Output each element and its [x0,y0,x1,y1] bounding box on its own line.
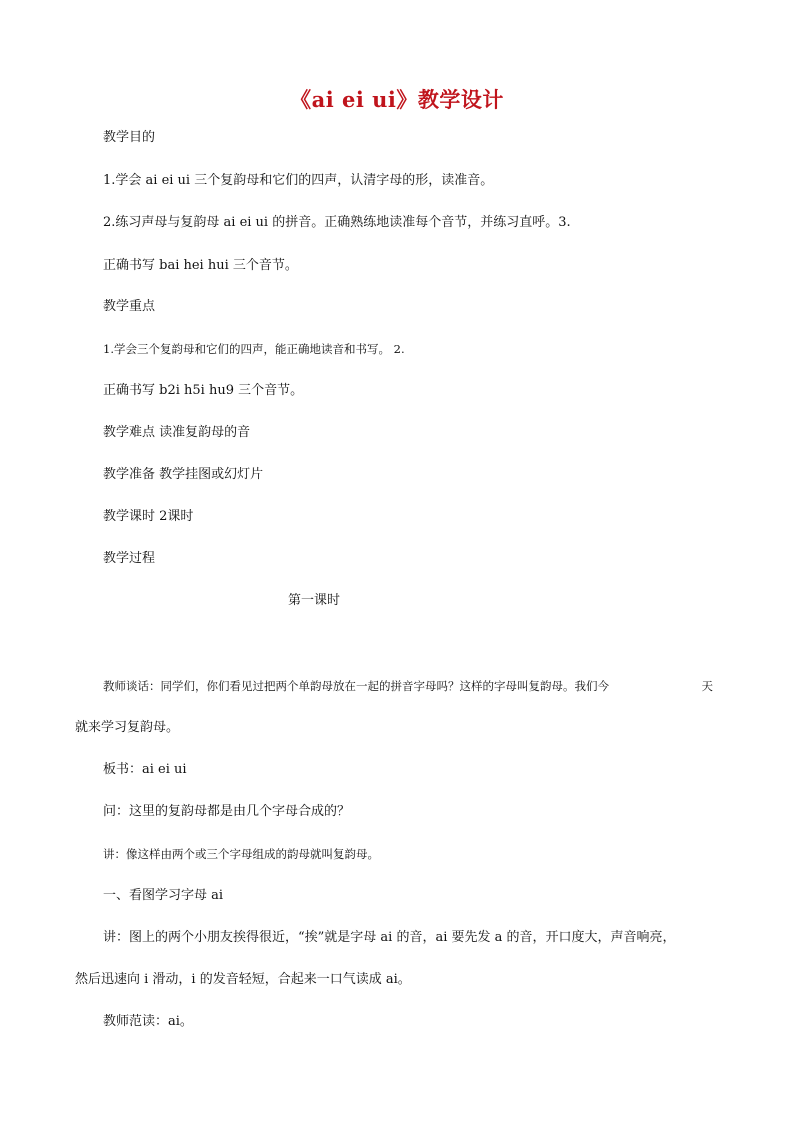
teacher-demo-reading: 教师范读：ai。 [103,1014,193,1029]
preparation-line: 教学准备 教学挂图或幻灯片 [103,467,264,482]
section-heading-ai: 一、看图学习字母 ai [103,888,224,903]
teacher-talk-continuation: 就来学习复韵母。 [75,720,180,735]
board-writing: 板书：ai ei ui [103,762,187,777]
objective-2: 2.练习声母与复韵母 ai ei ui 的拼音。正确熟练地读准每个音节，并练习直呼。3. [103,215,571,230]
section-heading-keypoints: 教学重点 [103,299,156,314]
keypoint-2: 正确书写 b2i h5i hu9 三个音节。 [103,383,304,398]
explanation-line: 讲：像这样由两个或三个字母组成的韵母就叫复韵母。 [103,847,379,861]
class-hours-line: 教学课时 2课时 [103,509,194,524]
objective-1: 1.学会 ai ei ui 三个复韵母和它们的四声，认清字母的形，读准音。 [103,173,494,188]
question-line: 问：这里的复韵母都是由几个字母合成的？ [103,804,351,819]
lesson-subheading: 第一课时 [287,593,340,608]
section-heading-objectives: 教学目的 [103,130,156,145]
document-title: 《ai ei ui》教学设计 [290,87,504,112]
teacher-talk-text: 教师谈话：同学们，你们看见过把两个单韵母放在一起的拼音字母吗？这样的字母叫复韵母。我们今 [103,679,609,693]
ai-explanation-line2: 然后迅速向 i 滑动，i 的发音轻短，合起来一口气读成 ai。 [75,972,411,987]
section-heading-process: 教学过程 [103,551,156,566]
ai-explanation-line1: 讲：图上的两个小朋友挨得很近，“挨”就是字母 ai 的音，ai 要先发 a 的音，开口度大，声音响亮， [103,930,676,945]
keypoint-1: 1.学会三个复韵母和它们的四声，能正确地读音和书写。 2. [103,342,405,356]
teacher-talk-row [103,677,713,695]
objective-3: 正确书写 bai hei hui 三个音节。 [103,258,298,273]
difficulty-line: 教学难点 读准复韵母的音 [103,425,251,440]
teacher-talk-tail: 天 [701,679,713,693]
